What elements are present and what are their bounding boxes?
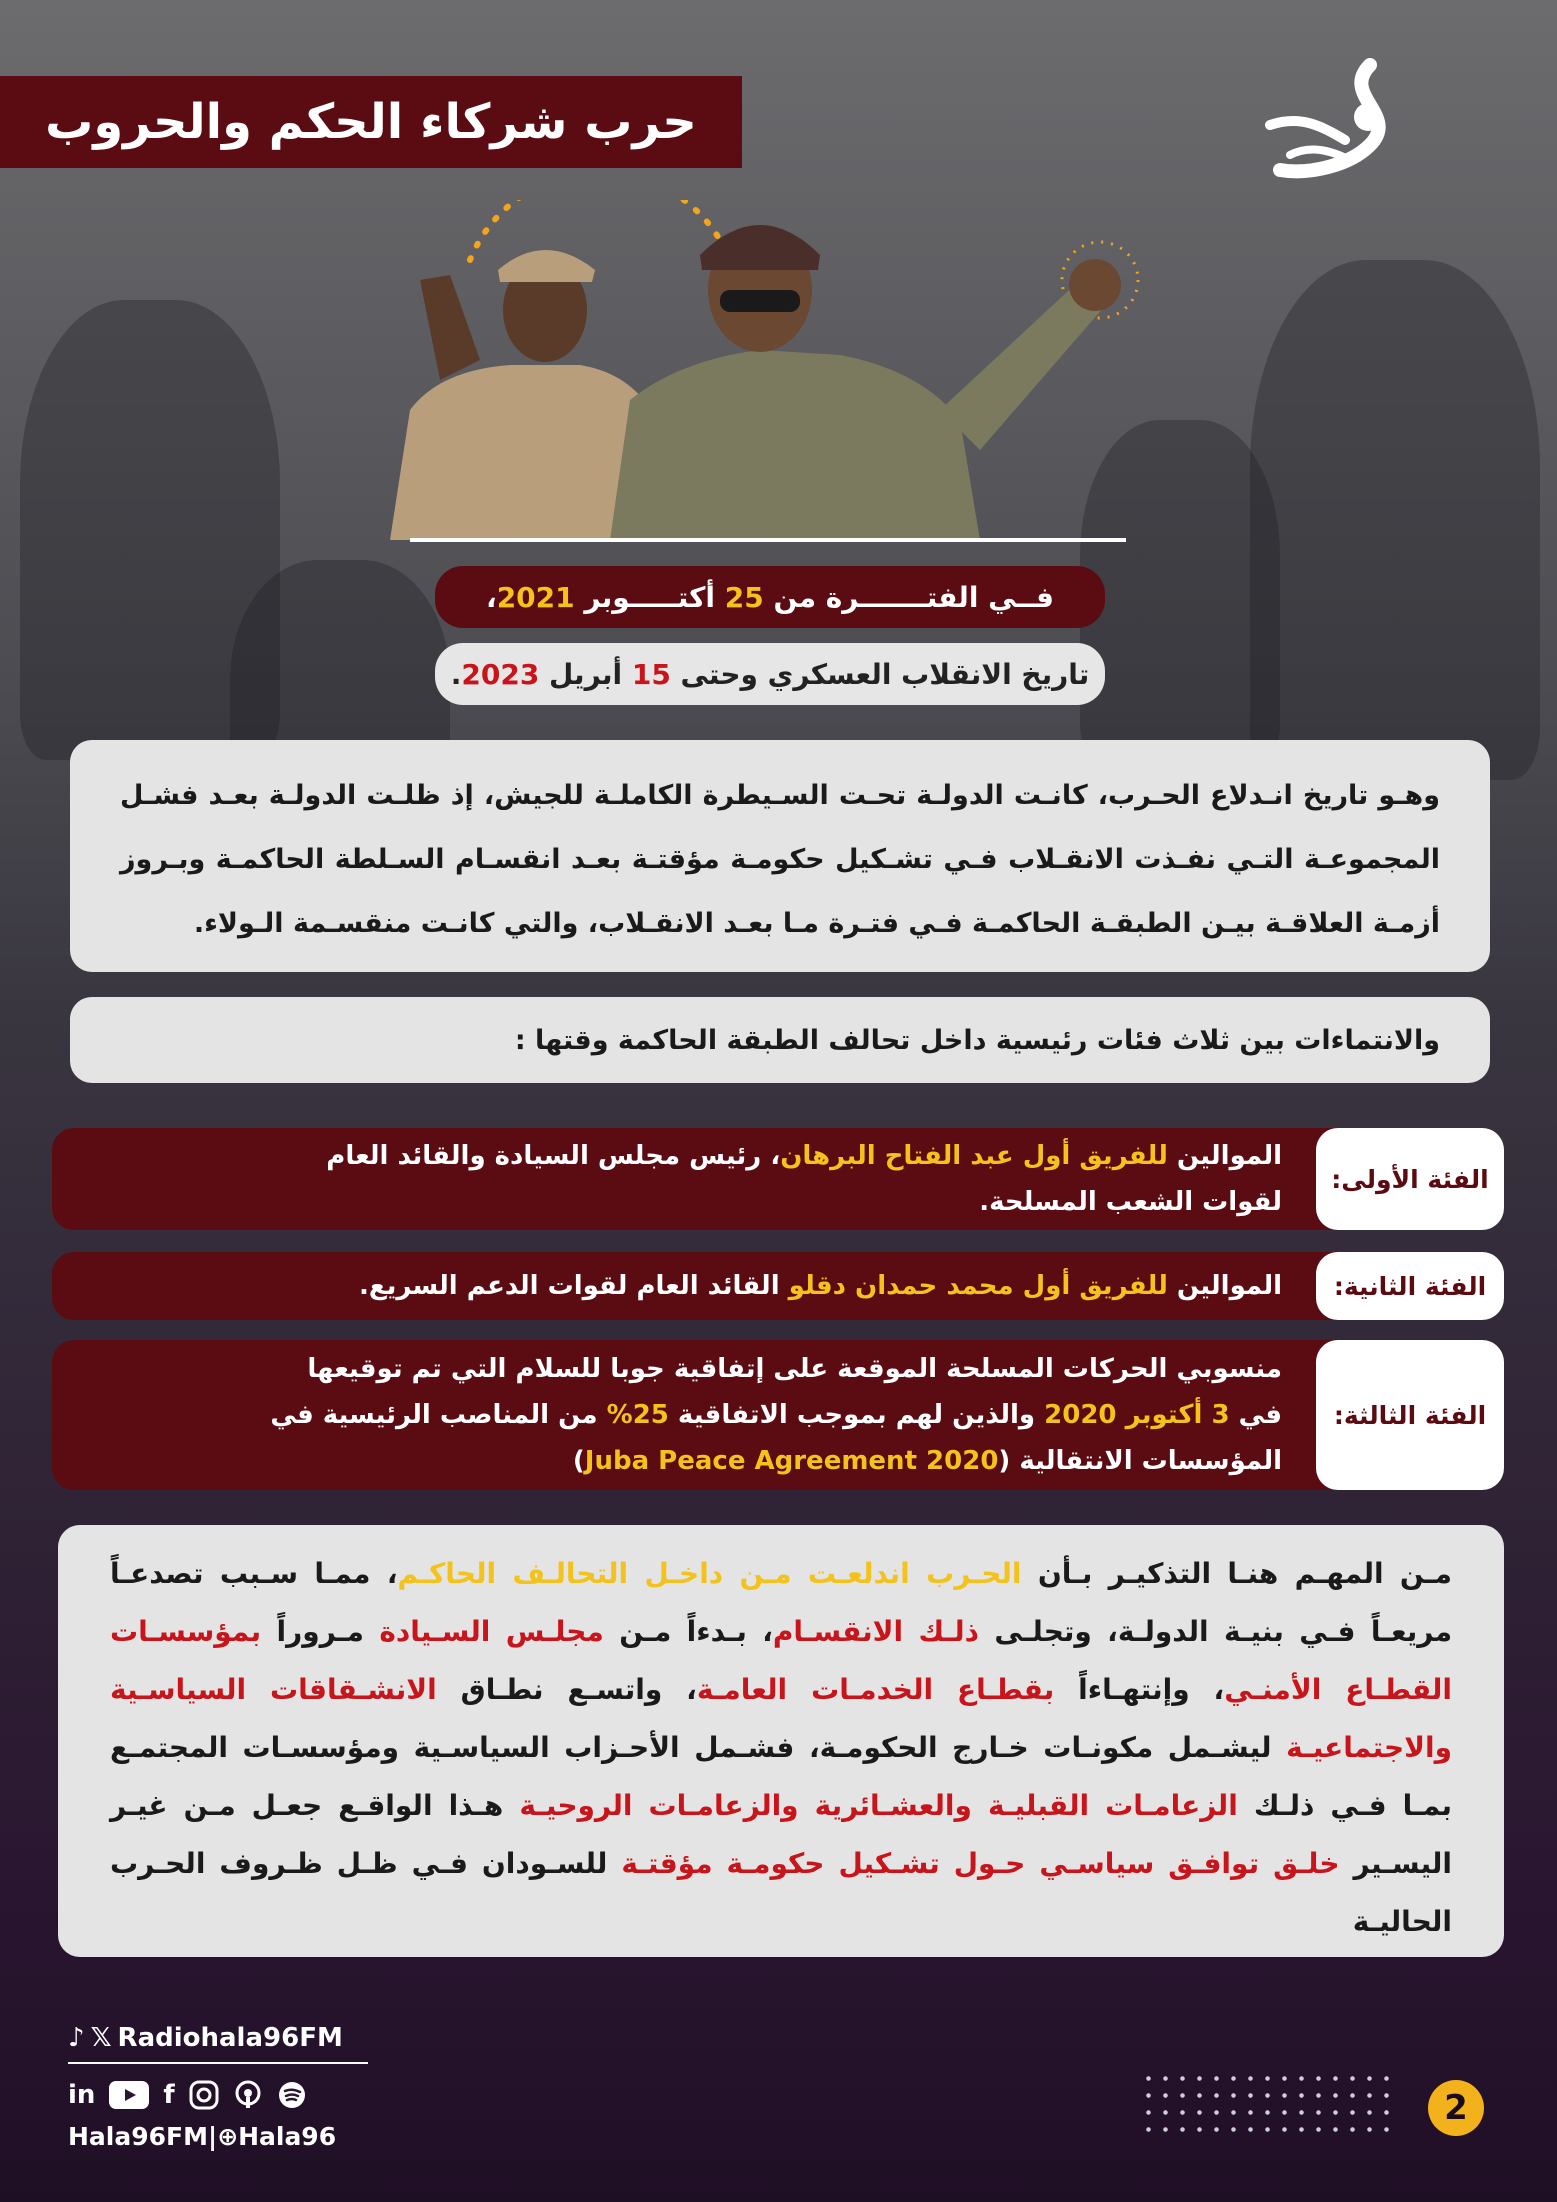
- period-start-month: أكتـــــوبر: [574, 580, 725, 614]
- category-highlight: 25%: [606, 1400, 669, 1430]
- x-icon[interactable]: 𝕏: [90, 2023, 112, 2053]
- social-handle-bottom: Hala96FM|⊕Hala96: [68, 2122, 337, 2151]
- note-highlight: ذلـك الانقسـام: [772, 1615, 979, 1648]
- category-text-part: المؤسسات الانتقالية (: [998, 1446, 1282, 1476]
- note-text: ، بـدءاً مـن: [603, 1615, 773, 1648]
- category-text-part: من المناصب الرئيسية في: [270, 1400, 607, 1430]
- note-text: مـروراً: [261, 1615, 380, 1648]
- category-second: [52, 1252, 1504, 1320]
- category-text-part: منسوبي الحركات المسلحة الموقعة على إتفاقية جوبا للسلام التي تم توقيعها: [307, 1354, 1282, 1384]
- spotify-icon[interactable]: [277, 2080, 307, 2110]
- divider-line: [410, 538, 1126, 542]
- note-text: ليشـمل مكونـات خـارج الحكومـة، فشـمل الأحـزاب السياسـية ومؤسسـات المجتمـع بمـا فـي ذلـك: [110, 1731, 1452, 1822]
- note-text: ، ممـا سـبب تصدعـاً مريعـاً فـي بنيـة الدولـة، وتجلـى: [110, 1557, 1453, 1648]
- facebook-icon[interactable]: f: [163, 2080, 175, 2110]
- period-start-text: [486, 581, 1054, 614]
- period-start-prefix: فــي الفتـــــــرة من: [763, 580, 1054, 614]
- category-text-part: في: [1229, 1400, 1282, 1430]
- category-label: الفئة الأولى:: [1316, 1128, 1504, 1230]
- background-figure: [1250, 260, 1540, 780]
- category-text: [92, 1252, 1282, 1320]
- note-paragraph: [110, 1557, 1452, 1938]
- podcast-icon[interactable]: [233, 2080, 263, 2110]
- category-highlight: للفريق أول عبد الفتاح البرهان: [780, 1141, 1168, 1171]
- category-text-part: الموالين: [1167, 1141, 1282, 1171]
- category-highlight: Juba Peace Agreement 2020: [584, 1446, 999, 1476]
- category-text-part: ، رئيس مجلس السيادة والقائد العام: [326, 1141, 781, 1171]
- period-end-year: 2023: [461, 657, 540, 691]
- social-icons-row: [68, 2070, 368, 2120]
- category-label: الفئة الثانية:: [1316, 1252, 1504, 1320]
- category-highlight: 3 أكتوبر 2020: [1044, 1400, 1230, 1430]
- instagram-icon[interactable]: [189, 2080, 219, 2110]
- logo-icon: [1250, 55, 1410, 185]
- period-start-pill: [435, 566, 1105, 628]
- dot-pattern: [1140, 2070, 1390, 2140]
- note-text: هـذا الواقـع جعـل مـن غيـر اليسـير: [110, 1789, 1452, 1880]
- note-text: ، وإنتهـاءاً: [1054, 1673, 1225, 1706]
- category-first: [52, 1128, 1504, 1230]
- category-text: [92, 1340, 1282, 1490]
- category-text-part: القائد العام لقوات الدعم السريع.: [358, 1271, 789, 1301]
- period-end-prefix: تاريخ الانقلاب العسكري وحتى: [670, 657, 1090, 691]
- note-paragraph-box: [58, 1525, 1504, 1957]
- social-handle[interactable]: Radiohala96FM: [117, 2023, 343, 2053]
- note-highlight: مجلـس السـيادة: [379, 1615, 604, 1648]
- intro-paragraph-box: [70, 740, 1490, 972]
- period-end-text: [451, 658, 1090, 691]
- category-highlight: للفريق أول محمد حمدان دقلو: [788, 1271, 1168, 1301]
- note-highlight: بقطـاع الخدمـات العامـة: [696, 1673, 1055, 1706]
- lead-box: [70, 997, 1490, 1083]
- linkedin-icon[interactable]: in: [68, 2080, 96, 2110]
- period-end-pill: [435, 643, 1105, 705]
- category-text-part: لقوات الشعب المسلحة.: [979, 1187, 1282, 1217]
- period-end-month: أبريل: [539, 657, 632, 691]
- title-banner: [0, 76, 742, 168]
- note-text: للسـودان فـي ظـل ظـروف الحـرب الحاليـة: [110, 1847, 1452, 1938]
- category-text: [92, 1128, 1282, 1230]
- page-number: 2: [1428, 2080, 1484, 2136]
- social-handle[interactable]: Hala96: [238, 2122, 337, 2151]
- lead-text: والانتماءات بين ثلاث فئات رئيسية داخل تحالف الطبقة الحاكمة وقتها :: [514, 1024, 1440, 1056]
- leaders-photo: [380, 200, 1160, 540]
- note-text: ، واتسـع نطـاق: [436, 1673, 697, 1706]
- globe-icon: ⊕: [217, 2122, 239, 2151]
- social-handle[interactable]: Hala96FM: [68, 2122, 208, 2151]
- tiktok-icon[interactable]: ♪: [68, 2023, 85, 2053]
- period-start-year: 2021: [496, 580, 575, 614]
- period-start-suffix: ،: [486, 580, 497, 614]
- note-highlight: الزعامـات القبليـة والعشـائرية والزعامـات الروحيـة: [519, 1789, 1238, 1822]
- youtube-icon[interactable]: [109, 2081, 149, 2109]
- note-highlight: الانشـقاقات السياسـية والاجتماعيـة: [110, 1673, 1452, 1764]
- social-handle-row: [68, 2018, 368, 2064]
- category-text-part: ): [572, 1446, 585, 1476]
- note-text: مـن المهـم هنـا التذكيـر بـأن: [1021, 1557, 1453, 1590]
- category-third: [52, 1340, 1504, 1490]
- period-end-suffix: .: [450, 657, 462, 691]
- category-text-part: والذين لهم بموجب الاتفاقية: [668, 1400, 1045, 1430]
- page-title: حرب شركاء الحكم والحروب: [45, 94, 697, 150]
- period-end-day: 15: [631, 657, 671, 691]
- intro-paragraph: وهـو تاريخ انـدلاع الحـرب، كانـت الدولـة تحـت السـيطرة الكاملـة للجيش، إذ ظلـت الدولـة بعـد فشـل المجموعـة التـي نفـذت الانقـلاب فـي تشـكيل حكومـة مؤقتـة بعـد انقسـام السـلطة الحاكمـة وبـروز أزمـة العلاقـة بيـن الطبقـة الحاكمـة فـي فتـرة مـا بعـد الانقـلاب، والتي كانـت منقسـمة الـولاء.: [120, 780, 1440, 939]
- period-start-day: 25: [724, 580, 764, 614]
- category-label: الفئة الثالثة:: [1316, 1340, 1504, 1490]
- note-highlight: بمؤسسـات القطـاع الأمنـي: [110, 1615, 1453, 1706]
- note-highlight: الحـرب اندلعـت مـن داخـل التحالـف الحاكـم: [397, 1557, 1022, 1590]
- note-highlight: خلـق توافـق سياسـي حـول تشـكيل حكومـة مؤقتـة: [621, 1847, 1340, 1880]
- category-text-part: الموالين: [1167, 1271, 1282, 1301]
- social-footer: [68, 2018, 368, 2151]
